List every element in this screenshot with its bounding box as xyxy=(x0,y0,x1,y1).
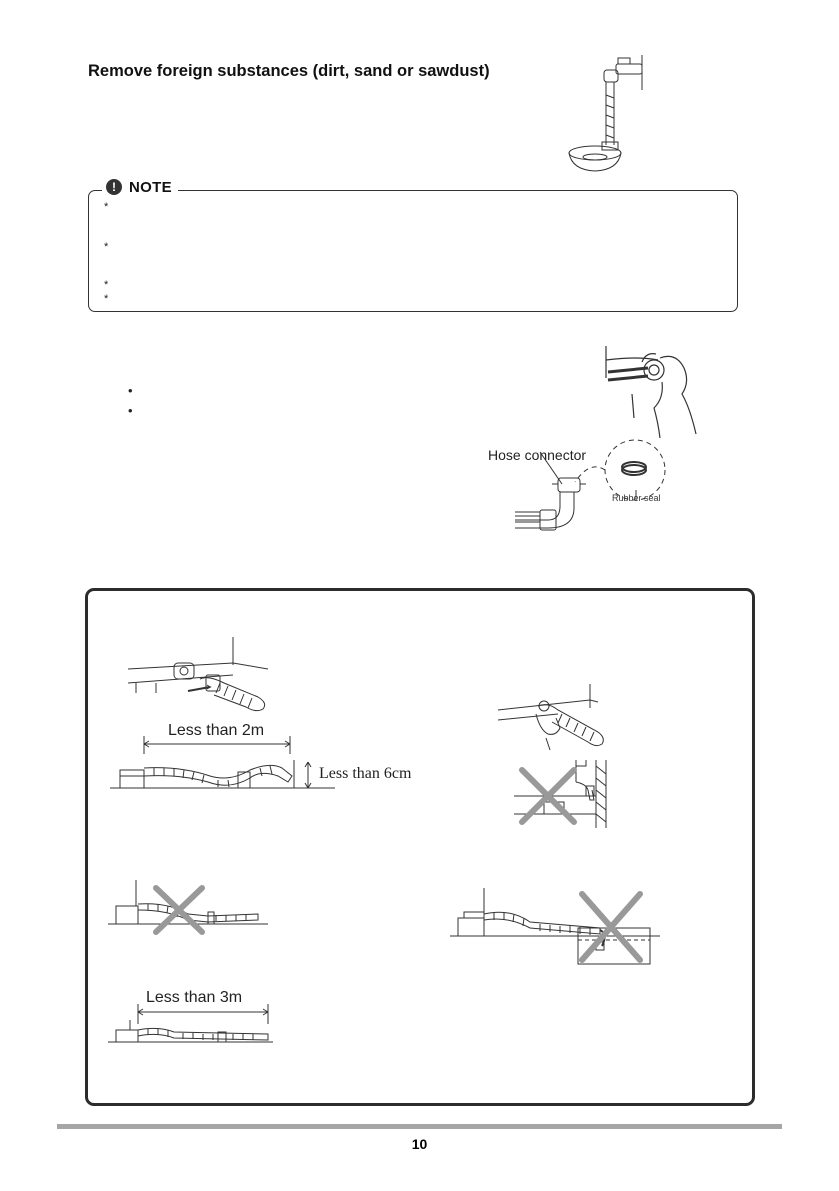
hose-hand-illustration xyxy=(498,684,613,754)
faucet-bowl-illustration xyxy=(560,50,660,180)
hand-connector-illustration xyxy=(598,338,708,443)
height-6cm-label: Less than 6cm xyxy=(319,765,412,782)
rubber-seal-label: Rubber seal xyxy=(612,493,661,503)
list-bullet: • xyxy=(128,383,133,398)
drain-hose-wrong-low-illustration xyxy=(108,880,268,940)
note-box xyxy=(88,190,738,312)
section-heading: Remove foreign substances (dirt, sand or sawdust) xyxy=(88,62,490,80)
drain-hose-wrong-wall-illustration xyxy=(514,756,629,831)
length-3m-label: Less than 3m xyxy=(146,989,243,1006)
length-2m-label: Less than 2m xyxy=(168,722,265,739)
note-header xyxy=(102,177,178,197)
hose-connector-label: Hose connector xyxy=(488,447,587,463)
exclamation-icon: ! xyxy=(106,179,122,195)
page-number: 10 xyxy=(411,1136,428,1152)
note-asterisk: * xyxy=(104,293,109,305)
drain-hose-extension-illustration xyxy=(108,1004,273,1052)
drain-hose-wrong-submerged-illustration xyxy=(450,888,660,968)
footer-divider xyxy=(57,1124,782,1129)
note-asterisk: * xyxy=(104,241,109,253)
note-asterisk: * xyxy=(104,279,109,291)
note-label: NOTE xyxy=(129,178,172,196)
drain-hose-attach-illustration xyxy=(128,635,278,725)
note-asterisk: * xyxy=(104,201,109,213)
height-dimension-arrow xyxy=(300,760,316,790)
list-bullet: • xyxy=(128,403,133,418)
